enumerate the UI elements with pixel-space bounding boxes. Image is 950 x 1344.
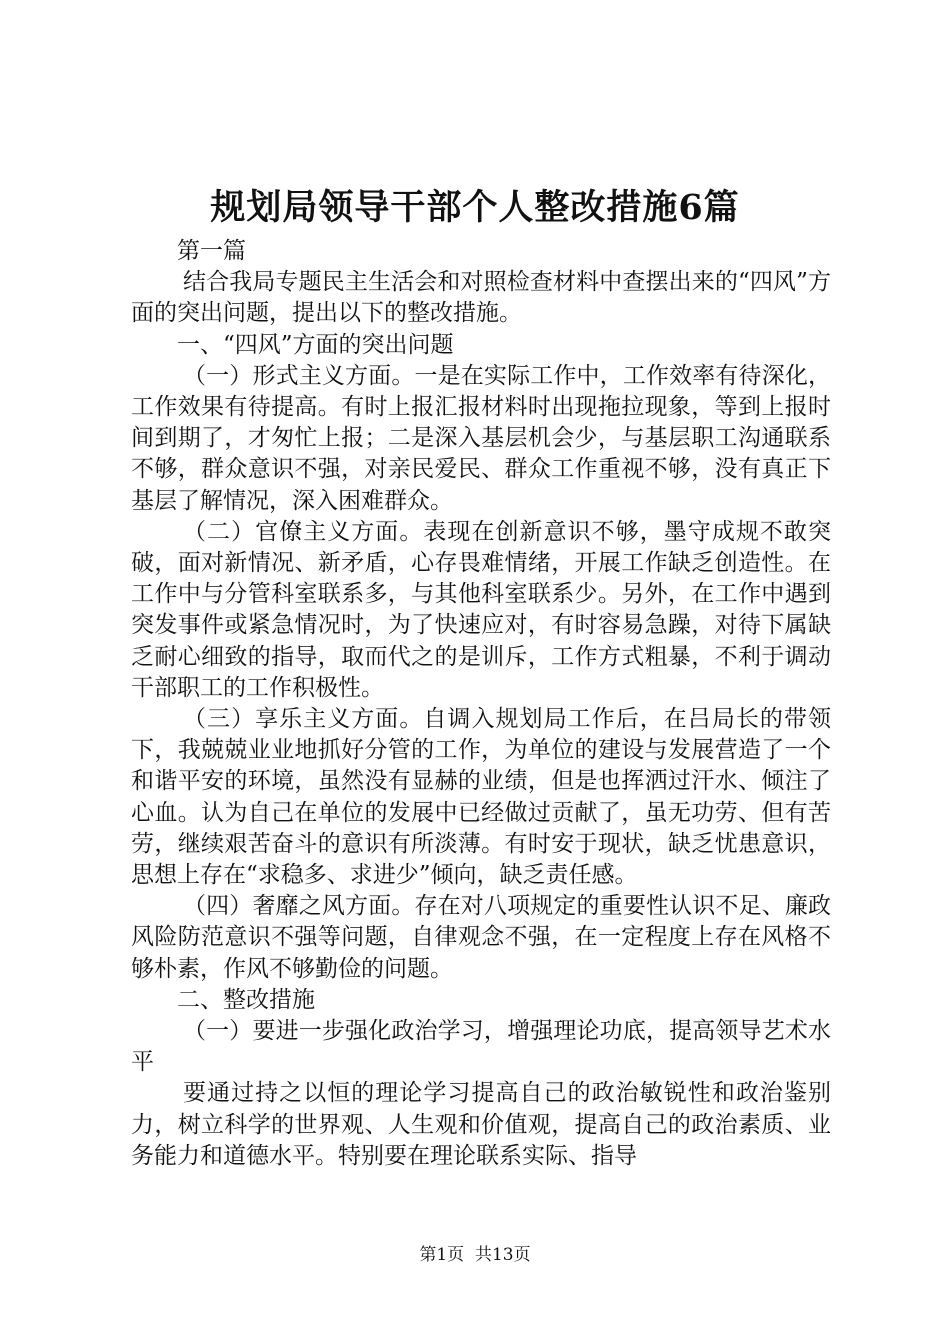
page-number: 第1页 共13页: [419, 1245, 531, 1265]
page-footer: [0, 1243, 950, 1267]
body-paragraph: （二）官僚主义方面。表现在创新意识不够，墨守成规不敢突破，面对新情况、新矛盾，心存畏难情绪，开展工作缺乏创造性。在工作中与分管科室联系多，与其他科室联系少。另外，在工作中遇到突发事件或紧急情况时，为了快速应对，有时容易急躁，对待下属缺乏耐心细致的指导，取而代之的是训斥，工作方式粗暴，不利于调动干部职工的工作积极性。: [131, 518, 831, 701]
body-paragraph: （一）形式主义方面。一是在实际工作中，工作效率有待深化，工作效果有待提高。有时上报汇报材料时出现拖拉现象，等到上报时间到期了，才匆忙上报；二是深入基层机会少，与基层职工沟通联系不够，群众意识不强，对亲民爱民、群众工作重视不够，没有真正下基层了解情况，深入困难群众。: [131, 362, 831, 514]
body-paragraph: 要通过持之以恒的理论学习提高自己的政治敏锐性和政治鉴别力，树立科学的世界观、人生观和价值观，提高自己的政治素质、业务能力和道德水平。特别要在理论联系实际、指导: [131, 1080, 831, 1169]
section-heading: 二、整改措施: [177, 986, 315, 1013]
document-title: 规划局领导干部个人整改措施6篇: [210, 187, 740, 228]
body-paragraph: （四）奢靡之风方面。存在对八项规定的重要性认识不足、廉政风险防范意识不强等问题，自律观念不强，在一定程度上存在风格不够朴素，作风不够勤俭的问题。: [131, 893, 831, 982]
body-paragraph: （三）享乐主义方面。自调入规划局工作后，在吕局长的带领下，我兢兢业业地抓好分管的工作，为单位的建设与发展营造了一个和谐平安的环境，虽然没有显赫的业绩，但是也挥洒过汗水、倾注了心血。认为自己在单位的发展中已经做过贡献了，虽无功劳、但有苦劳，继续艰苦奋斗的意识有所淡薄。有时安于现状，缺乏忧患意识，思想上存在“求稳多、求进少”倾向，缺乏责任感。: [131, 706, 831, 889]
subsection-heading: （一）要进一步强化政治学习，增强理论功底，提高领导艺术水平: [131, 1018, 831, 1076]
section-heading: 一、“四风”方面的突出问题: [177, 331, 454, 358]
section-heading: 第一篇: [177, 238, 246, 264]
document-body: [131, 236, 831, 1172]
body-paragraph: 结合我局专题民主生活会和对照检查材料中查摆出来的“四风”方面的突出问题，提出以下的整改措施。: [131, 269, 831, 327]
